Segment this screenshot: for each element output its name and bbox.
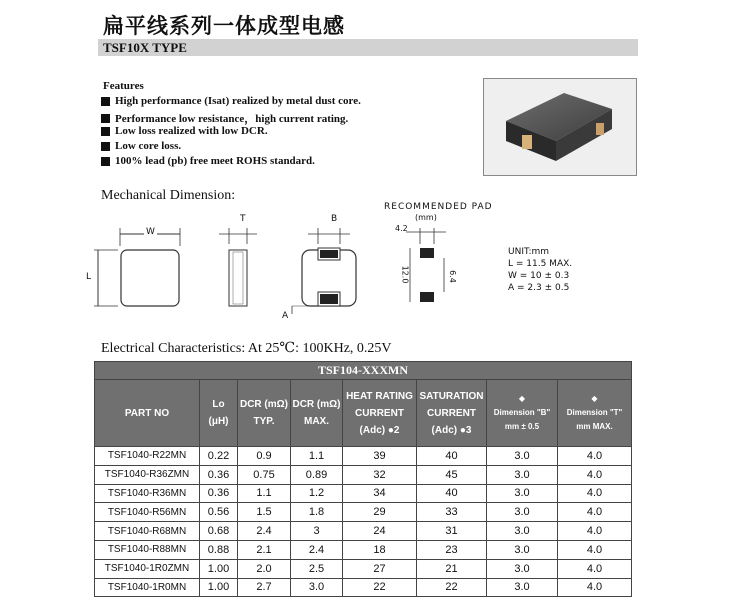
table-cell: 3.0 bbox=[487, 578, 558, 597]
recommended-pad-label: RECOMMENDED PAD bbox=[384, 202, 493, 212]
table-row bbox=[95, 559, 632, 578]
features-heading: Features bbox=[103, 80, 144, 92]
table-cell: TSF1040-R56MN bbox=[95, 503, 200, 522]
table-cell: 0.75 bbox=[238, 465, 291, 484]
table-cell: 1.00 bbox=[200, 559, 238, 578]
table-cell: 0.22 bbox=[200, 447, 238, 466]
table-title: TSF104-XXXMN bbox=[95, 362, 632, 380]
table-cell: 40 bbox=[417, 447, 487, 466]
col-dimension-b: ◆ Dimension "B" mm ± 0.5 bbox=[487, 380, 558, 447]
table-cell: 3.0 bbox=[487, 465, 558, 484]
unit-line: A = 2.3 ± 0.5 bbox=[508, 283, 570, 293]
table-cell: 0.9 bbox=[238, 447, 291, 466]
col-dcr-typ: DCR (mΩ) TYP. bbox=[238, 380, 291, 447]
table-cell: TSF1040-R36MN bbox=[95, 484, 200, 503]
table-row bbox=[95, 503, 632, 522]
pad-width-label: 4.2 bbox=[395, 224, 408, 233]
page-title: 扁平线系列一体成型电感 bbox=[103, 14, 345, 38]
table-cell: 2.1 bbox=[238, 540, 291, 559]
table-cell: 1.5 bbox=[238, 503, 291, 522]
feature-item: 100% lead (pb) free meet ROHS standard. bbox=[101, 155, 315, 167]
dim-t-label: T bbox=[240, 214, 246, 224]
electrical-heading: Electrical Characteristics: At 25℃: 100KHz, 0.25V bbox=[101, 341, 392, 356]
feature-item: Low core loss. bbox=[101, 140, 181, 152]
table-cell: 24 bbox=[343, 522, 417, 541]
type-label: TSF10X TYPE bbox=[103, 40, 187, 55]
table-cell: 45 bbox=[417, 465, 487, 484]
table-cell: 3.0 bbox=[487, 522, 558, 541]
table-cell: 34 bbox=[343, 484, 417, 503]
table-cell: 32 bbox=[343, 465, 417, 484]
table-cell: 18 bbox=[343, 540, 417, 559]
table-cell: 2.0 bbox=[238, 559, 291, 578]
table-cell: 22 bbox=[417, 578, 487, 597]
table-row bbox=[95, 578, 632, 597]
table-cell: TSF1040-1R0MN bbox=[95, 578, 200, 597]
table-cell: 39 bbox=[343, 447, 417, 466]
col-part-no: PART NO bbox=[95, 380, 200, 447]
table-cell: 0.68 bbox=[200, 522, 238, 541]
table-cell: 1.8 bbox=[291, 503, 343, 522]
col-dcr-max: DCR (mΩ) MAX. bbox=[291, 380, 343, 447]
table-cell: 3.0 bbox=[291, 578, 343, 597]
table-cell: 27 bbox=[343, 559, 417, 578]
table-cell: 1.00 bbox=[200, 578, 238, 597]
dim-l-label: L bbox=[86, 272, 92, 282]
col-saturation: SATURATION CURRENT (Adc) ●3 bbox=[417, 380, 487, 447]
table-cell: 40 bbox=[417, 484, 487, 503]
pad-height-label: 12.0 bbox=[400, 265, 410, 284]
table-cell: TSF1040-R68MN bbox=[95, 522, 200, 541]
col-heat-rating: HEAT RATING CURRENT (Adc) ●2 bbox=[343, 380, 417, 447]
table-cell: 0.36 bbox=[200, 484, 238, 503]
table-cell: 0.89 bbox=[291, 465, 343, 484]
table-row bbox=[95, 484, 632, 503]
table-cell: 2.7 bbox=[238, 578, 291, 597]
feature-item: Performance low resistance，high current rating. bbox=[101, 110, 348, 126]
table-body bbox=[95, 447, 632, 597]
table-cell: 1.1 bbox=[238, 484, 291, 503]
table-cell: 2.4 bbox=[238, 522, 291, 541]
spec-table bbox=[94, 361, 632, 597]
table-cell: 3 bbox=[291, 522, 343, 541]
table-row bbox=[95, 447, 632, 466]
table-cell: 1.2 bbox=[291, 484, 343, 503]
table-cell: 2.4 bbox=[291, 540, 343, 559]
col-lo: Lo (μH) bbox=[200, 380, 238, 447]
table-cell: TSF1040-R36ZMN bbox=[95, 465, 200, 484]
table-header-row bbox=[95, 380, 632, 447]
table-cell: 3.0 bbox=[487, 447, 558, 466]
table-cell: 31 bbox=[417, 522, 487, 541]
table-cell: 3.0 bbox=[487, 484, 558, 503]
table-cell: 4.0 bbox=[558, 522, 632, 541]
pad-unit-label: (mm) bbox=[415, 213, 437, 222]
table-cell: 4.0 bbox=[558, 540, 632, 559]
pad-gap-label: 6.4 bbox=[447, 270, 457, 283]
unit-line: L = 11.5 MAX. bbox=[508, 259, 573, 269]
feature-item: High performance (Isat) realized by metal dust core. bbox=[101, 95, 361, 107]
table-cell: 33 bbox=[417, 503, 487, 522]
mechanical-heading: Mechanical Dimension: bbox=[101, 188, 236, 203]
table-cell: TSF1040-R22MN bbox=[95, 447, 200, 466]
table-cell: 29 bbox=[343, 503, 417, 522]
dim-a-label: A bbox=[282, 311, 289, 321]
dim-w-label: W bbox=[146, 227, 155, 237]
table-cell: TSF1040-1R0ZMN bbox=[95, 559, 200, 578]
table-cell: 22 bbox=[343, 578, 417, 597]
table-cell: 4.0 bbox=[558, 559, 632, 578]
table-cell: 4.0 bbox=[558, 447, 632, 466]
table-cell: 4.0 bbox=[558, 484, 632, 503]
table-row bbox=[95, 522, 632, 541]
table-cell: 3.0 bbox=[487, 540, 558, 559]
unit-line: UNIT:mm bbox=[508, 247, 550, 257]
table-cell: 0.88 bbox=[200, 540, 238, 559]
table-cell: 2.5 bbox=[291, 559, 343, 578]
table-cell: 4.0 bbox=[558, 578, 632, 597]
feature-item: Low loss realized with low DCR. bbox=[101, 125, 268, 137]
table-row bbox=[95, 465, 632, 484]
table-cell: 23 bbox=[417, 540, 487, 559]
table-cell: 21 bbox=[417, 559, 487, 578]
col-dimension-t: ◆ Dimension "T" mm MAX. bbox=[558, 380, 632, 447]
table-cell: TSF1040-R88MN bbox=[95, 540, 200, 559]
unit-line: W = 10 ± 0.3 bbox=[508, 271, 570, 281]
table-cell: 0.36 bbox=[200, 465, 238, 484]
table-cell: 3.0 bbox=[487, 503, 558, 522]
table-cell: 0.56 bbox=[200, 503, 238, 522]
table-cell: 1.1 bbox=[291, 447, 343, 466]
table-cell: 3.0 bbox=[487, 559, 558, 578]
table-cell: 4.0 bbox=[558, 465, 632, 484]
dim-b-label: B bbox=[331, 214, 338, 224]
table-cell: 4.0 bbox=[558, 503, 632, 522]
table-row bbox=[95, 540, 632, 559]
